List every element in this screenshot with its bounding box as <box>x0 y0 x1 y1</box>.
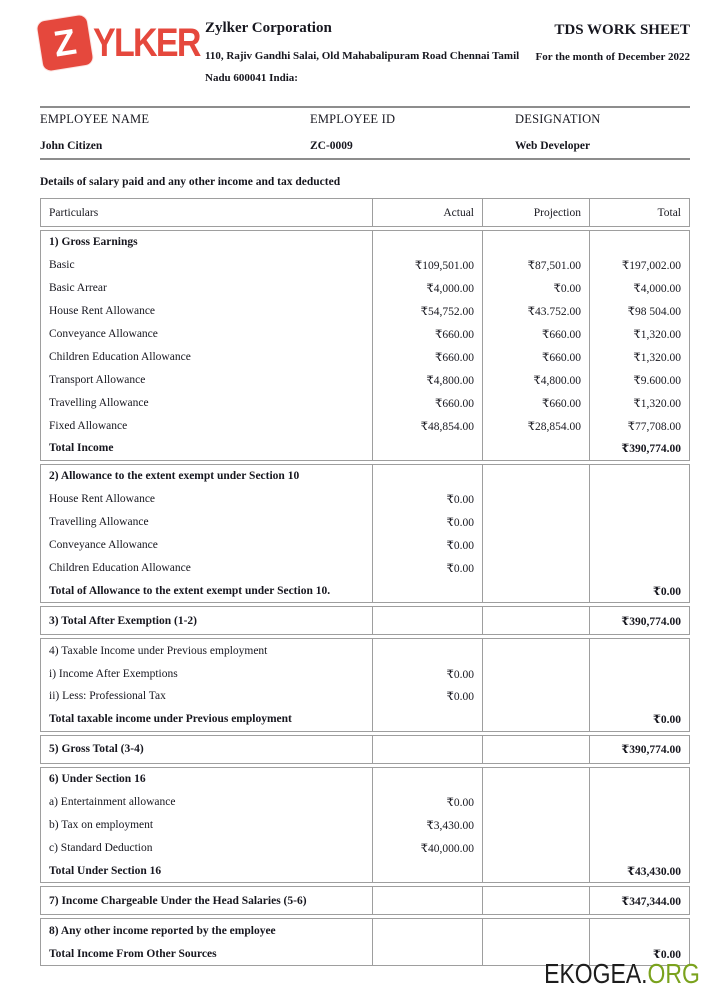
company-address <box>205 45 535 89</box>
zylker-logo-icon <box>36 14 93 71</box>
actual-cell: ₹660.00 <box>372 345 482 368</box>
table-row <box>41 465 689 488</box>
table-row <box>41 231 689 254</box>
particulars-cell: i) Income After Exemptions <box>49 667 178 680</box>
total-cell: ₹1,320.00 <box>589 323 689 346</box>
table-section <box>40 886 690 915</box>
projection-cell <box>482 836 589 859</box>
particulars-cell: Basic Arrear <box>49 282 107 295</box>
particulars-cell: b) Tax on employment <box>49 819 154 832</box>
table-row <box>41 254 689 277</box>
actual-cell: ₹54,752.00 <box>372 300 482 323</box>
projection-cell: ₹0.00 <box>482 277 589 300</box>
projection-cell <box>482 685 589 708</box>
employee-id-col <box>310 112 515 152</box>
projection-cell <box>482 859 589 882</box>
table-row <box>41 662 689 685</box>
projection-cell <box>482 607 589 634</box>
table-row <box>41 859 689 882</box>
particulars-cell: Total of Allowance to the extent exempt under Section 10. <box>49 584 331 597</box>
actual-cell: ₹4,000.00 <box>372 277 482 300</box>
actual-cell <box>372 859 482 882</box>
projection-cell <box>482 662 589 685</box>
total-cell <box>589 768 689 791</box>
actual-cell <box>372 736 482 763</box>
total-cell: ₹347,344.00 <box>589 887 689 914</box>
projection-cell: ₹660.00 <box>482 391 589 414</box>
projection-cell <box>482 736 589 763</box>
total-cell: ₹77,708.00 <box>589 414 689 437</box>
employee-name-value: John Citizen <box>40 140 103 152</box>
total-cell <box>589 465 689 488</box>
actual-cell: ₹0.00 <box>372 511 482 534</box>
particulars-cell: Children Education Allowance <box>49 561 191 574</box>
table-section <box>40 735 690 764</box>
projection-cell <box>482 887 589 914</box>
table-row <box>41 511 689 534</box>
particulars-cell: 7) Income Chargeable Under the Head Salaries (5-6) <box>49 894 307 907</box>
particulars-cell: 5) Gross Total (3-4) <box>49 743 144 756</box>
actual-cell <box>372 919 482 942</box>
total-cell: ₹0.00 <box>589 579 689 602</box>
table-row <box>41 836 689 859</box>
total-cell <box>589 685 689 708</box>
table-row <box>41 887 689 914</box>
document-title: TDS WORK SHEET <box>554 22 690 38</box>
total-cell: ₹390,774.00 <box>589 437 689 460</box>
projection-cell <box>482 231 589 254</box>
total-cell <box>589 814 689 837</box>
divider-line <box>40 158 690 160</box>
projection-cell <box>482 488 589 511</box>
particulars-cell: Conveyance Allowance <box>49 539 158 552</box>
total-cell: ₹0.00 <box>589 942 689 965</box>
table-row <box>41 579 689 602</box>
logo-letter: Z <box>50 20 79 65</box>
table-header-row <box>40 198 690 227</box>
projection-cell <box>482 465 589 488</box>
actual-cell: ₹109,501.00 <box>372 254 482 277</box>
particulars-cell: Conveyance Allowance <box>49 328 158 340</box>
actual-cell: ₹0.00 <box>372 488 482 511</box>
total-cell: ₹390,774.00 <box>589 736 689 763</box>
projection-cell <box>482 556 589 579</box>
total-cell <box>589 488 689 511</box>
actual-cell: ₹660.00 <box>372 323 482 346</box>
designation-label: DESIGNATION <box>515 112 601 126</box>
actual-cell <box>372 579 482 602</box>
column-header-projection: Projection <box>482 199 589 226</box>
table-row <box>41 534 689 557</box>
total-cell <box>589 919 689 942</box>
column-header-total: Total <box>589 199 689 226</box>
details-heading: Details of salary paid and any other income and tax deducted <box>40 176 341 188</box>
particulars-cell: Children Education Allowance <box>49 350 191 363</box>
actual-cell <box>372 768 482 791</box>
total-cell: ₹0.00 <box>589 708 689 731</box>
ekogea-watermark <box>544 958 700 990</box>
actual-cell: ₹0.00 <box>372 791 482 814</box>
particulars-cell: House Rent Allowance <box>49 305 156 318</box>
total-cell <box>589 662 689 685</box>
total-cell: ₹98 504.00 <box>589 300 689 323</box>
table-row <box>41 708 689 731</box>
projection-cell <box>482 814 589 837</box>
projection-cell: ₹87,501.00 <box>482 254 589 277</box>
table-row <box>41 814 689 837</box>
table-row <box>41 556 689 579</box>
particulars-cell: a) Entertainment allowance <box>49 796 176 809</box>
total-cell: ₹1,320.00 <box>589 345 689 368</box>
projection-cell: ₹28,854.00 <box>482 414 589 437</box>
actual-cell: ₹0.00 <box>372 534 482 557</box>
actual-cell <box>372 437 482 460</box>
table-row <box>41 323 689 346</box>
total-cell <box>589 511 689 534</box>
designation-value: Web Developer <box>515 140 591 152</box>
table-row <box>41 345 689 368</box>
actual-cell <box>372 942 482 965</box>
total-cell <box>589 836 689 859</box>
actual-cell: ₹660.00 <box>372 391 482 414</box>
actual-cell: ₹0.00 <box>372 662 482 685</box>
employee-info <box>40 112 690 152</box>
actual-cell <box>372 639 482 662</box>
watermark-dark-text: EKOGEA. <box>544 958 648 989</box>
particulars-cell: Total Income From Other Sources <box>49 947 217 960</box>
column-header-actual: Actual <box>372 199 482 226</box>
address-line-2: Nadu 600041 India: <box>205 72 298 84</box>
watermark-green-text: ORG <box>647 958 700 989</box>
table-section <box>40 638 690 732</box>
particulars-cell: 4) Taxable Income under Previous employment <box>49 644 268 657</box>
company-name: Zylker Corporation <box>205 20 332 36</box>
employee-id-value: ZC-0009 <box>310 140 353 152</box>
particulars-cell: 8) Any other income reported by the employee <box>49 924 276 937</box>
actual-cell <box>372 607 482 634</box>
table-section <box>40 606 690 635</box>
projection-cell <box>482 708 589 731</box>
total-cell <box>589 231 689 254</box>
designation-col <box>515 112 690 152</box>
total-cell <box>589 791 689 814</box>
document-period: For the month of December 2022 <box>535 51 690 63</box>
company-block <box>205 20 535 89</box>
particulars-cell: Transport Allowance <box>49 373 146 386</box>
table-row <box>41 607 689 634</box>
particulars-cell: Travelling Allowance <box>49 516 149 529</box>
document-title-block <box>536 22 690 63</box>
table-row <box>41 488 689 511</box>
table-row <box>41 736 689 763</box>
particulars-cell: House Rent Allowance <box>49 493 156 506</box>
particulars-cell: Total Income <box>49 442 114 455</box>
particulars-cell: 6) Under Section 16 <box>49 773 146 786</box>
salary-table <box>40 198 690 966</box>
actual-cell: ₹40,000.00 <box>372 836 482 859</box>
total-cell: ₹390,774.00 <box>589 607 689 634</box>
table-section <box>40 230 690 461</box>
projection-cell: ₹660.00 <box>482 323 589 346</box>
particulars-cell: Total Under Section 16 <box>49 864 162 877</box>
particulars-cell: Total taxable income under Previous employment <box>49 713 292 726</box>
table-row <box>41 791 689 814</box>
total-cell: ₹9.600.00 <box>589 368 689 391</box>
table-row <box>41 685 689 708</box>
actual-cell: ₹3,430.00 <box>372 814 482 837</box>
table-row <box>41 368 689 391</box>
actual-cell <box>372 708 482 731</box>
particulars-cell: 2) Allowance to the extent exempt under Section 10 <box>49 470 300 483</box>
projection-cell <box>482 534 589 557</box>
page-header <box>40 14 690 100</box>
table-row <box>41 437 689 460</box>
particulars-cell: c) Standard Deduction <box>49 841 153 854</box>
total-cell: ₹43,430.00 <box>589 859 689 882</box>
projection-cell <box>482 511 589 534</box>
actual-cell: ₹4,800.00 <box>372 368 482 391</box>
projection-cell <box>482 919 589 942</box>
column-header-particulars: Particulars <box>49 206 99 219</box>
actual-cell: ₹0.00 <box>372 556 482 579</box>
particulars-cell: Basic <box>49 259 75 272</box>
employee-name-col <box>40 112 310 152</box>
zylker-logo <box>40 18 219 68</box>
divider-line <box>40 106 690 108</box>
employee-name-label: EMPLOYEE NAME <box>40 112 150 126</box>
total-cell: ₹4,000.00 <box>589 277 689 300</box>
table-row <box>41 391 689 414</box>
total-cell: ₹1,320.00 <box>589 391 689 414</box>
particulars-cell: Fixed Allowance <box>49 419 128 432</box>
particulars-cell: Travelling Allowance <box>49 396 149 409</box>
table-row <box>41 919 689 942</box>
actual-cell <box>372 231 482 254</box>
projection-cell <box>482 791 589 814</box>
projection-cell: ₹4,800.00 <box>482 368 589 391</box>
address-line-1: 110, Rajiv Gandhi Salai, Old Mahabalipuram Road Chennai Tamil <box>205 50 520 62</box>
table-section <box>40 767 690 883</box>
logo-wordmark: YLKER <box>93 21 200 65</box>
projection-cell <box>482 579 589 602</box>
projection-cell: ₹660.00 <box>482 345 589 368</box>
employee-id-label: EMPLOYEE ID <box>310 112 396 126</box>
projection-cell: ₹43.752.00 <box>482 300 589 323</box>
particulars-cell: ii) Less: Professional Tax <box>49 690 166 703</box>
total-cell: ₹197,002.00 <box>589 254 689 277</box>
table-row <box>41 277 689 300</box>
table-row <box>41 768 689 791</box>
projection-cell <box>482 639 589 662</box>
particulars-cell: 3) Total After Exemption (1-2) <box>49 614 198 627</box>
table-section <box>40 464 690 603</box>
projection-cell <box>482 437 589 460</box>
table-row <box>41 300 689 323</box>
particulars-cell: 1) Gross Earnings <box>49 236 138 249</box>
table-row <box>41 639 689 662</box>
salary-table-body <box>40 230 690 966</box>
projection-cell <box>482 768 589 791</box>
actual-cell <box>372 465 482 488</box>
actual-cell <box>372 887 482 914</box>
total-cell <box>589 639 689 662</box>
total-cell <box>589 556 689 579</box>
table-row <box>41 414 689 437</box>
actual-cell: ₹48,854.00 <box>372 414 482 437</box>
total-cell <box>589 534 689 557</box>
actual-cell: ₹0.00 <box>372 685 482 708</box>
